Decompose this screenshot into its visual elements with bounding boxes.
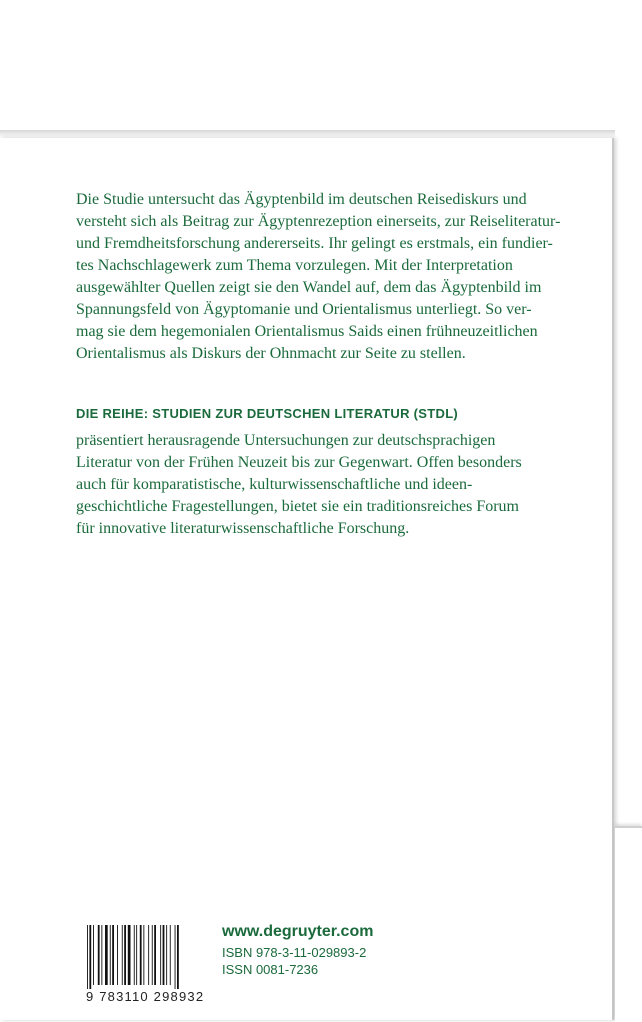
publisher-website[interactable]: www.degruyter.com: [222, 923, 374, 940]
isbn-number: ISBN 978-3-11-029893-2: [222, 945, 367, 960]
abstract-line: ausgewählter Quellen zeigt sie den Wandel auf, dem das Ägyptenbild im: [76, 279, 542, 296]
abstract-line: mag sie dem hegemonialen Orientalismus Saids einen frühneuzeitlichen: [76, 323, 538, 340]
book-abstract: [76, 189, 596, 365]
abstract-line: versteht sich als Beitrag zur Ägyptenrezeption einerseits, zur Reiseliteratur-: [76, 213, 561, 230]
series-line: auch für komparatistische, kulturwissenschaftliche und ideen-: [76, 476, 473, 493]
isbn-barcode: [84, 925, 209, 997]
barcode-digits: 9 783110 298932: [86, 989, 205, 1004]
series-description: [76, 430, 596, 540]
series-line: für innovative literaturwissenschaftliche Forschung.: [76, 520, 410, 537]
abstract-line: Orientalismus als Diskurs der Ohnmacht zur Seite zu stellen.: [76, 345, 466, 362]
abstract-line: und Fremdheitsforschung andererseits. Ihr gelingt es erstmals, ein fundier-: [76, 235, 553, 252]
series-line: Literatur von der Frühen Neuzeit bis zur Gegenwart. Offen besonders: [76, 454, 522, 471]
cover-top-shadow: [0, 130, 615, 138]
adjacent-page-edge: [615, 826, 642, 1022]
issn-number: ISSN 0081-7236: [222, 962, 319, 977]
series-heading: DIE REIHE: STUDIEN ZUR DEUTSCHEN LITERATUR (STDL): [76, 406, 459, 421]
series-line: geschichtliche Fragestellungen, bietet sie ein traditionsreiches Forum: [76, 498, 519, 515]
series-line: präsentiert herausragende Untersuchungen zur deutschsprachigen: [76, 432, 496, 449]
abstract-line: Spannungsfeld von Ägyptomanie und Orientalismus unterliegt. So ver-: [76, 301, 532, 318]
abstract-line: Die Studie untersucht das Ägyptenbild im deutschen Reisediskurs und: [76, 191, 527, 208]
abstract-line: tes Nachschlagewerk zum Thema vorzulegen. Mit der Interpretation: [76, 257, 513, 274]
